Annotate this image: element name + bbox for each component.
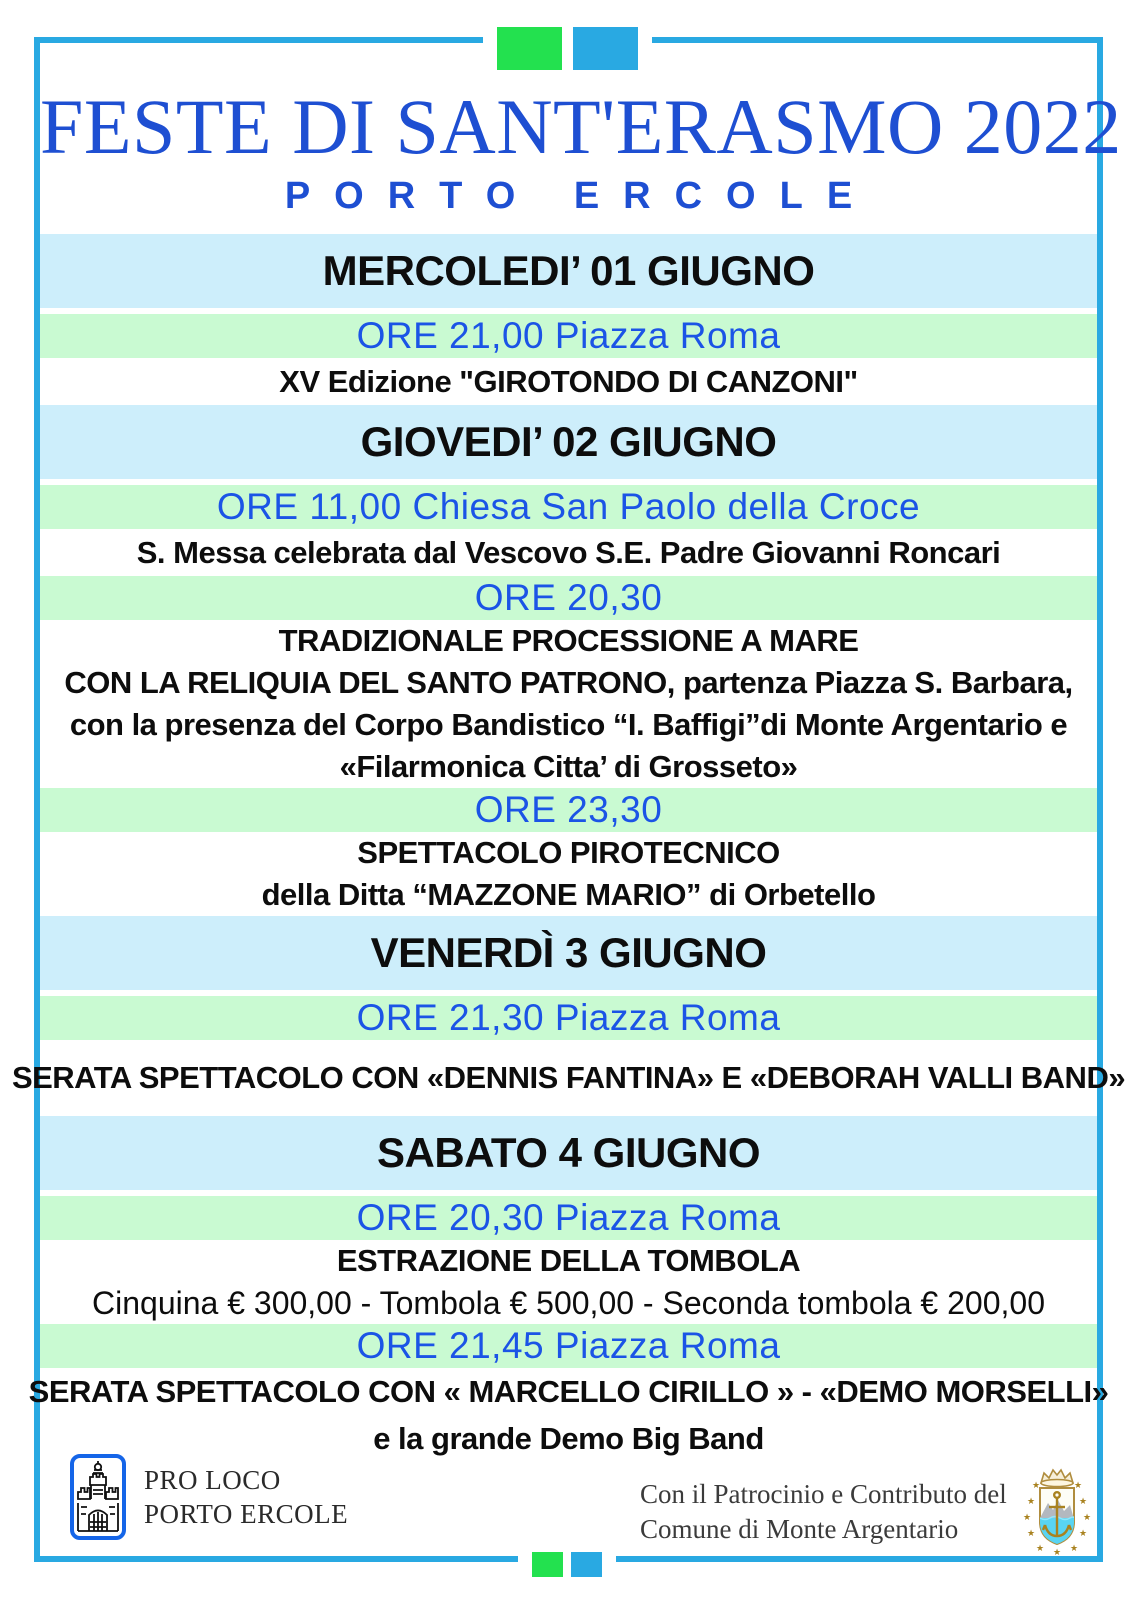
pro-loco-label [144,1463,348,1531]
bottom-decor-squares [518,1552,616,1577]
svg-text:★: ★ [1069,1544,1078,1554]
event-line: SPETTACOLO PIROTECNICO [357,835,780,870]
pro-loco-logo-block [70,1454,348,1540]
svg-text:★: ★ [1022,1513,1031,1523]
event-line: SERATA SPETTACOLO CON «DENNIS FANTINA» E «DEBORAH VALLI BAND» [11,1060,1126,1095]
event-line: CON LA RELIQUIA DEL SANTO PATRONO, partenza Piazza S. Barbara, [64,665,1073,700]
schedule [11,234,1126,1462]
svg-text:★: ★ [1082,1513,1091,1523]
event-line: e la grande Demo Big Band [373,1420,764,1456]
time-band: ORE 21,00 Piazza Roma [40,314,1097,358]
patronage-line1: Con il Patrocinio e Contributo del [640,1478,1007,1509]
patronage-line2: Comune di Monte Argentario [640,1513,959,1544]
footer [40,1452,1097,1556]
svg-text:★: ★ [1031,1481,1040,1491]
green-square [497,27,562,70]
patronage-label [640,1477,1007,1547]
svg-text:★: ★ [1078,1529,1087,1539]
page-subtitle: PORTO ERCOLE [284,175,877,217]
svg-text:★: ★ [1026,1497,1035,1507]
svg-text:★: ★ [1073,1481,1082,1491]
page-title: FESTE DI SANT'ERASMO 2022 [40,83,1122,170]
blue-square [573,27,638,70]
time-band: ORE 11,00 Chiesa San Paolo della Croce [40,485,1097,529]
event-line: «Filarmonica Citta’ di Grosseto» [339,749,798,784]
time-band: ORE 21,30 Piazza Roma [40,996,1097,1040]
event-line: S. Messa celebrata dal Vescovo S.E. Padre Giovanni Roncari [136,534,1001,570]
event-line: Cinquina € 300,00 - Tombola € 500,00 - Seconda tombola € 200,00 [92,1284,1045,1321]
event-line: della Ditta “MAZZONE MARIO” di Orbetello [261,877,876,912]
event-line: SERATA SPETTACOLO CON « MARCELLO CIRILLO » - «DEMO MORSELLI» [28,1373,1109,1409]
svg-text:★: ★ [1026,1529,1035,1539]
time-band: ORE 20,30 [40,576,1097,620]
day-band: SABATO 4 GIUGNO [40,1116,1097,1190]
svg-text:★: ★ [1035,1544,1044,1554]
day-band: MERCOLEDI’ 01 GIUGNO [40,234,1097,308]
pro-loco-line2: PORTO ERCOLE [144,1499,349,1529]
tower-icon [70,1454,126,1540]
green-square [532,1552,563,1577]
day-band: VENERDÌ 3 GIUGNO [40,916,1097,990]
time-band: ORE 20,30 Piazza Roma [40,1196,1097,1240]
event-line: con la presenza del Corpo Bandistico “I. Baffigi”di Monte Argentario e [69,707,1068,742]
time-band: ORE 23,30 [40,788,1097,832]
time-band: ORE 21,45 Piazza Roma [40,1324,1097,1368]
day-band: GIOVEDI’ 02 GIUGNO [40,405,1097,479]
coat-of-arms-icon [1023,1462,1091,1561]
pro-loco-line1: PRO LOCO [144,1465,281,1495]
svg-text:★: ★ [1078,1497,1087,1507]
event-line: ESTRAZIONE DELLA TOMBOLA [336,1243,801,1278]
event-line: TRADIZIONALE PROCESSIONE A MARE [278,623,859,658]
blue-square [571,1552,602,1577]
patronage-block [640,1462,1091,1561]
svg-text:★: ★ [1052,1548,1061,1556]
top-decor-squares [483,27,652,70]
event-line: XV Edizione "GIROTONDO DI CANZONI" [279,363,858,399]
